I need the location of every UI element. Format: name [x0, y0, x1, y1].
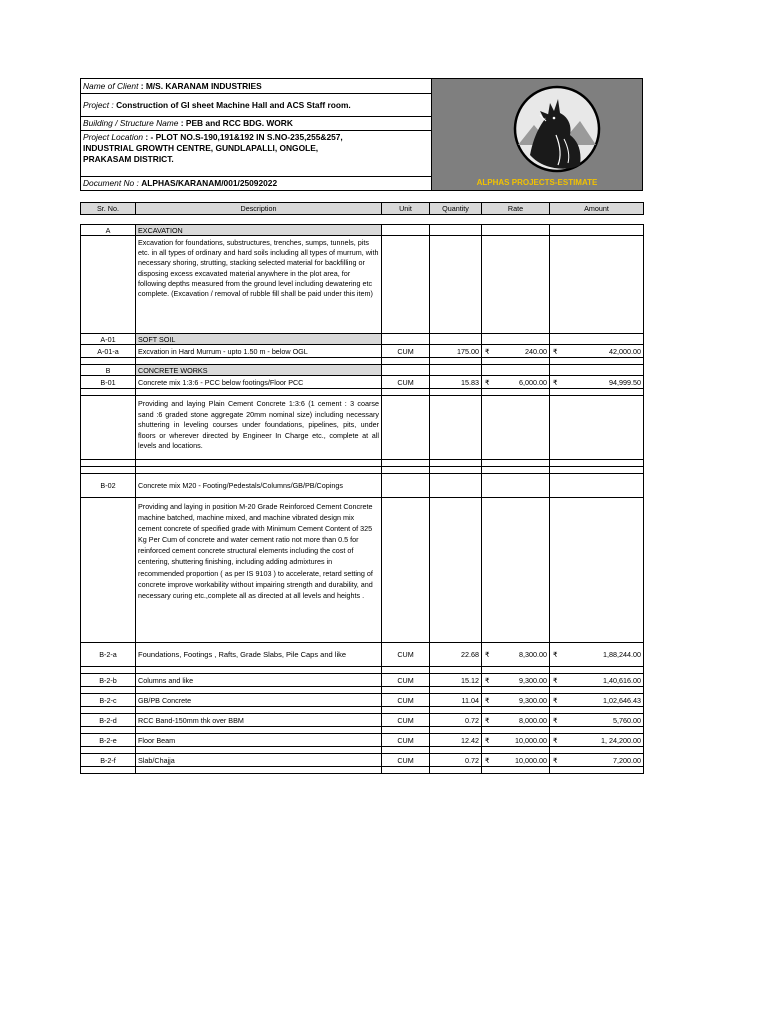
rate-value: 9,300.00: [519, 675, 547, 685]
amount-value: 94,999.50: [609, 377, 641, 387]
amount-cell: [550, 734, 644, 747]
table-row: [81, 396, 644, 460]
table-row: [81, 376, 644, 389]
project-info: [81, 79, 431, 190]
rate-value: 10,000.00: [515, 735, 547, 745]
rate-cell: [482, 694, 550, 707]
col-sr: Sr. No.: [81, 203, 136, 215]
qty-cell: 15.12: [430, 674, 482, 687]
document-label: Document No :: [83, 178, 139, 188]
blank-row: [81, 358, 644, 365]
sr-cell: B-2-b: [81, 674, 136, 687]
sr-cell: B-2-f: [81, 754, 136, 767]
unit-cell: CUM: [382, 754, 430, 767]
rate-cell: [482, 754, 550, 767]
wolf-logo-icon: [510, 85, 604, 173]
logo-caption: ALPHAS PROJECTS-ESTIMATE: [476, 178, 598, 187]
project-value: Construction of GI sheet Machine Hall and ACS Staff room.: [116, 100, 351, 110]
unit-cell: CUM: [382, 643, 430, 667]
sr-cell: B-02: [81, 474, 136, 498]
logo-panel: [431, 79, 642, 190]
rate-cell: [482, 714, 550, 727]
desc-cell: SOFT SOIL: [136, 334, 382, 345]
table-row: [81, 345, 644, 358]
table-row: [81, 474, 644, 498]
desc-cell: RCC Band-150mm thk over BBM: [136, 714, 382, 727]
sr-cell: B: [81, 365, 136, 376]
col-amount: Amount: [550, 203, 644, 215]
qty-cell: 22.68: [430, 643, 482, 667]
qty-cell: 15.83: [430, 376, 482, 389]
table-row: [81, 714, 644, 727]
desc-paragraph: Providing and laying in position M-20 Grade Reinforced Cement Concrete machine batched, machine mixed, and machine vibrated design mix cement concrete of specified grade with Minimum Cement Content of 325 Kg Per Cum of concrete and water cement ratio not more than 0.5 for reinforced cement concrete structural elements including the cost of centering, shuttering finishing, including adding admixtures in recommended proportion ( as per IS 9103 ) to accelerate, retard setting of concrete improve workability without impairing strength and durability, and necessary curing etc.,complete all as directed at all levels and heights .: [136, 498, 382, 643]
blank-row: [81, 389, 644, 396]
rupee-icon: ₹: [553, 695, 558, 705]
sr-cell: B-2-a: [81, 643, 136, 667]
rupee-icon: ₹: [553, 377, 558, 387]
sr-cell: A: [81, 225, 136, 236]
desc-paragraph: Providing and laying Plain Cement Concrete 1:3:6 (1 cement : 3 coarse sand :6 graded stone aggregate 20mm nominal size) including necessary shuttering in leveling courses under foundations, pipelines, pits, under floors or wherever directed by Engineer In Charge etc., complete at all levels and locations.: [136, 396, 382, 460]
amount-cell: [550, 376, 644, 389]
building-row: [81, 117, 431, 131]
rupee-icon: ₹: [485, 650, 490, 659]
amount-cell: [550, 345, 644, 358]
desc-cell: Floor Beam: [136, 734, 382, 747]
sr-cell: B-2-e: [81, 734, 136, 747]
unit-cell: CUM: [382, 674, 430, 687]
col-rate: Rate: [482, 203, 550, 215]
amount-cell: [550, 674, 644, 687]
rate-cell: [482, 345, 550, 358]
qty-cell: 0.72: [430, 754, 482, 767]
table-row: [81, 754, 644, 767]
amount-value: 7,200.00: [613, 755, 641, 765]
qty-cell: 0.72: [430, 714, 482, 727]
rupee-icon: ₹: [485, 695, 490, 705]
sr-cell: A-01: [81, 334, 136, 345]
rupee-icon: ₹: [553, 675, 558, 685]
desc-cell: Concrete mix M20 - Footing/Pedestals/Columns/GB/PB/Copings: [136, 474, 382, 498]
table-header-row: [81, 203, 644, 215]
desc-cell: EXCAVATION: [136, 225, 382, 236]
rate-value: 8,000.00: [519, 715, 547, 725]
desc-cell: Excvation in Hard Murrum - upto 1.50 m - below OGL: [136, 345, 382, 358]
unit-cell: CUM: [382, 694, 430, 707]
table-row: [81, 334, 644, 345]
col-description: Description: [136, 203, 382, 215]
unit-cell: CUM: [382, 345, 430, 358]
col-quantity: Quantity: [430, 203, 482, 215]
qty-cell: 11.04: [430, 694, 482, 707]
location-line3: PRAKASAM DISTRICT.: [83, 154, 174, 164]
amount-value: 1,88,244.00: [603, 650, 641, 659]
location-label: Project Location: [83, 132, 144, 142]
rupee-icon: ₹: [553, 346, 558, 356]
unit-cell: CUM: [382, 714, 430, 727]
location-line2: INDUSTRIAL GROWTH CENTRE, GUNDLAPALLI, ONGOLE,: [83, 143, 319, 153]
table-row: [81, 694, 644, 707]
rate-cell: [482, 643, 550, 667]
desc-cell: Concrete mix 1:3:6 - PCC below footings/Floor PCC: [136, 376, 382, 389]
amount-value: 5,760.00: [613, 715, 641, 725]
rate-value: 6,000.00: [519, 377, 547, 387]
amount-value: 1,40,616.00: [603, 675, 641, 685]
desc-cell: GB/PB Concrete: [136, 694, 382, 707]
amount-value: 1, 24,200.00: [601, 735, 641, 745]
desc-cell: Columns and like: [136, 674, 382, 687]
client-value: : M/S. KARANAM INDUSTRIES: [140, 81, 262, 91]
blank-row: [81, 727, 644, 734]
blank-row: [81, 707, 644, 714]
rate-cell: [482, 376, 550, 389]
table-row: [81, 236, 644, 334]
rupee-icon: ₹: [485, 735, 490, 745]
table-row: [81, 674, 644, 687]
col-unit: Unit: [382, 203, 430, 215]
rate-value: 10,000.00: [515, 755, 547, 765]
rupee-icon: ₹: [553, 735, 558, 745]
amount-cell: [550, 754, 644, 767]
blank-row: [81, 767, 644, 774]
qty-cell: 12.42: [430, 734, 482, 747]
table-row: [81, 498, 644, 643]
unit-cell: CUM: [382, 376, 430, 389]
rupee-icon: ₹: [485, 346, 490, 356]
blank-row: [81, 747, 644, 754]
desc-cell: Slab/Chajja: [136, 754, 382, 767]
qty-cell: 175.00: [430, 345, 482, 358]
rupee-icon: ₹: [485, 715, 490, 725]
sr-cell: A-01-a: [81, 345, 136, 358]
desc-paragraph: Excavation for foundations, substructures, trenches, sumps, tunnels, pits etc. in all types of ordinary and hard soils including all types of murrum, with necessary shoring, strutting, stacking selected material for backfilling or disposing excess excavated material anywhere in the plot area, for following depths measured from the ground level including dewatering etc complete. (Excavation / removal of rubble fill shall be paid under this item): [136, 236, 382, 334]
amount-value: 1,02,646.43: [603, 695, 641, 705]
table-row: [81, 365, 644, 376]
sr-cell: B-2-c: [81, 694, 136, 707]
blank-row: [81, 667, 644, 674]
amount-cell: [550, 714, 644, 727]
location-line1: : - PLOT NO.S-190,191&192 IN S.NO-235,255&257,: [145, 132, 343, 142]
rate-value: 9,300.00: [519, 695, 547, 705]
table-row: [81, 643, 644, 667]
rate-value: 240.00: [525, 346, 547, 356]
project-label: Project :: [83, 100, 114, 110]
rupee-icon: ₹: [553, 715, 558, 725]
amount-value: 42,000.00: [609, 346, 641, 356]
blank-row: [81, 467, 644, 474]
location-row: [81, 131, 431, 177]
sr-cell: B-2-d: [81, 714, 136, 727]
rupee-icon: ₹: [553, 755, 558, 765]
rupee-icon: ₹: [485, 755, 490, 765]
sr-cell: B-01: [81, 376, 136, 389]
rupee-icon: ₹: [485, 377, 490, 387]
document-row: [81, 177, 431, 190]
desc-cell: CONCRETE WORKS: [136, 365, 382, 376]
amount-cell: [550, 694, 644, 707]
rate-value: 8,300.00: [519, 650, 547, 659]
desc-cell: Foundations, Footings , Rafts, Grade Slabs, Pile Caps and like: [136, 643, 382, 667]
building-label: Building / Structure Name: [83, 118, 179, 128]
table-row: [81, 225, 644, 236]
project-row: [81, 94, 431, 117]
spacer-row: [81, 215, 644, 225]
rate-cell: [482, 674, 550, 687]
unit-cell: CUM: [382, 734, 430, 747]
blank-row: [81, 687, 644, 694]
building-value: : PEB and RCC BDG. WORK: [180, 118, 293, 128]
project-header: [80, 78, 643, 191]
amount-cell: [550, 643, 644, 667]
document-value: ALPHAS/KARANAM/001/25092022: [141, 178, 278, 188]
estimate-table: [80, 202, 644, 774]
rate-cell: [482, 734, 550, 747]
rupee-icon: ₹: [553, 650, 558, 659]
rupee-icon: ₹: [485, 675, 490, 685]
blank-row: [81, 460, 644, 467]
client-label: Name of Client: [83, 81, 139, 91]
client-row: [81, 79, 431, 94]
table-row: [81, 734, 644, 747]
